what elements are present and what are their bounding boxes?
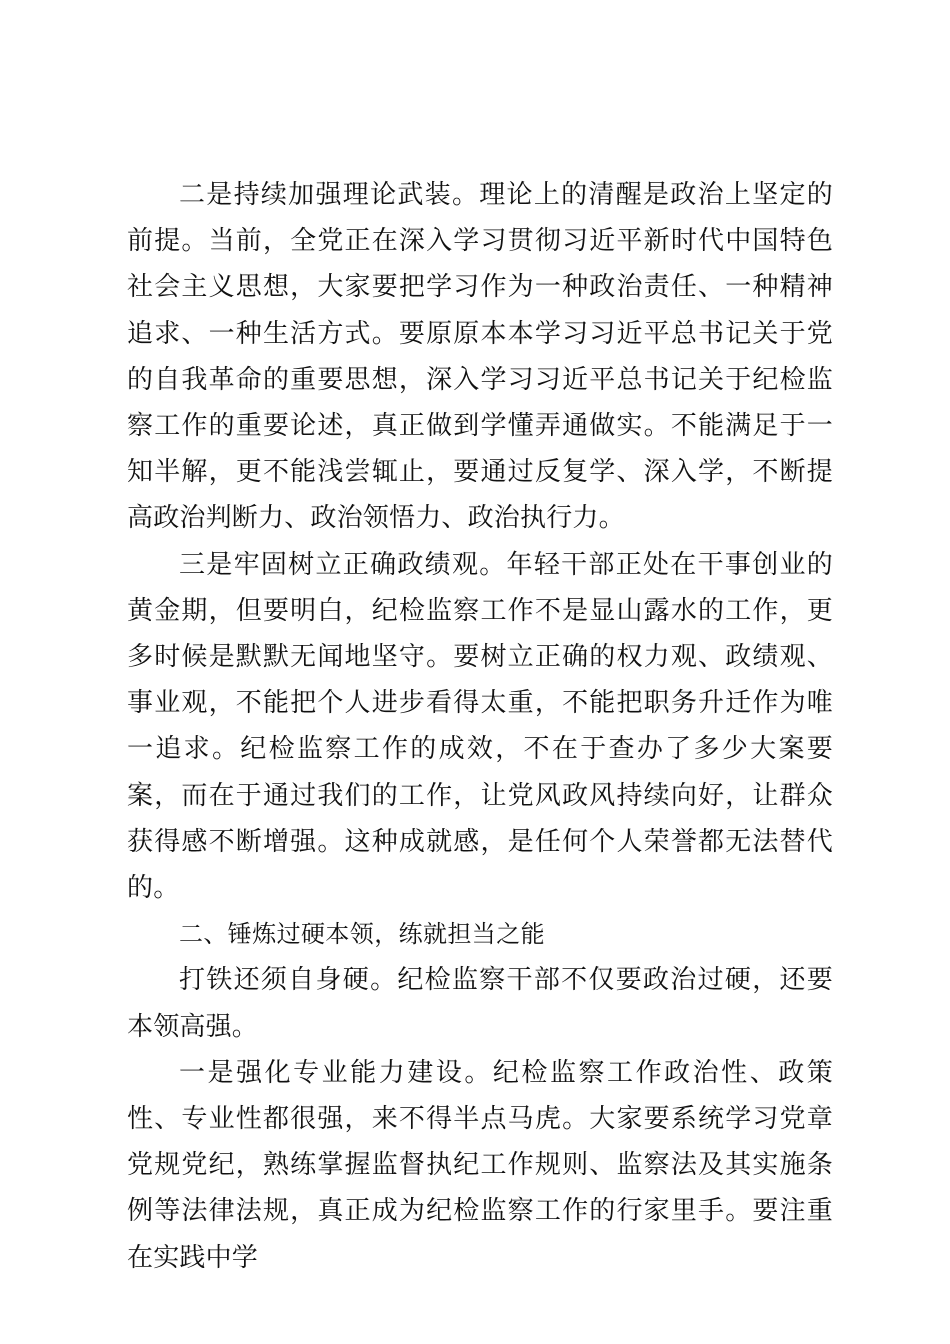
section-heading: 二、锤炼过硬本领，练就担当之能 — [179, 920, 545, 949]
paragraph-performance-view: 三是牢固树立正确政绩观。年轻干部正处在干事创业的黄金期，但要明白，纪检监察工作不是显山露水的工作，更多时候是默默无闻地坚守。要树立正确的权力观、政绩观、事业观，不能把个人进步看得太重，不能把职务升迁作为唯一追求。纪检监察工作的成效，不在于查办了多少大案要案，而在于通过我们的工作，让党风政风持续向好，让群众获得感不断增强。这种成就感，是任何个人荣誉都无法替代的。 — [127, 549, 833, 904]
document-body — [127, 172, 833, 1281]
paragraph-professional-ability: 一是强化专业能力建设。纪检监察工作政治性、政策性、专业性都很强，来不得半点马虎。大家要系统学习党章党规党纪，熟练掌握监督执纪工作规则、监察法及其实施条例等法律法规，真正成为纪检监察工作的行家里手。要注重在实践中学 — [127, 1057, 833, 1273]
paragraph-self-hardness: 打铁还须自身硬。纪检监察干部不仅要政治过硬，还要本领高强。 — [127, 965, 833, 1042]
paragraph-theory-study: 二是持续加强理论武装。理论上的清醒是政治上坚定的前提。当前，全党正在深入学习贯彻习近平新时代中国特色社会主义思想，大家要把学习作为一种政治责任、一种精神追求、一种生活方式。要原原本本学习习近平总书记关于党的自我革命的重要思想，深入学习习近平总书记关于纪检监察工作的重要论述，真正做到学懂弄通做实。不能满足于一知半解，更不能浅尝辄止，要通过反复学、深入学，不断提高政治判断力、政治领悟力、政治执行力。 — [127, 180, 833, 534]
